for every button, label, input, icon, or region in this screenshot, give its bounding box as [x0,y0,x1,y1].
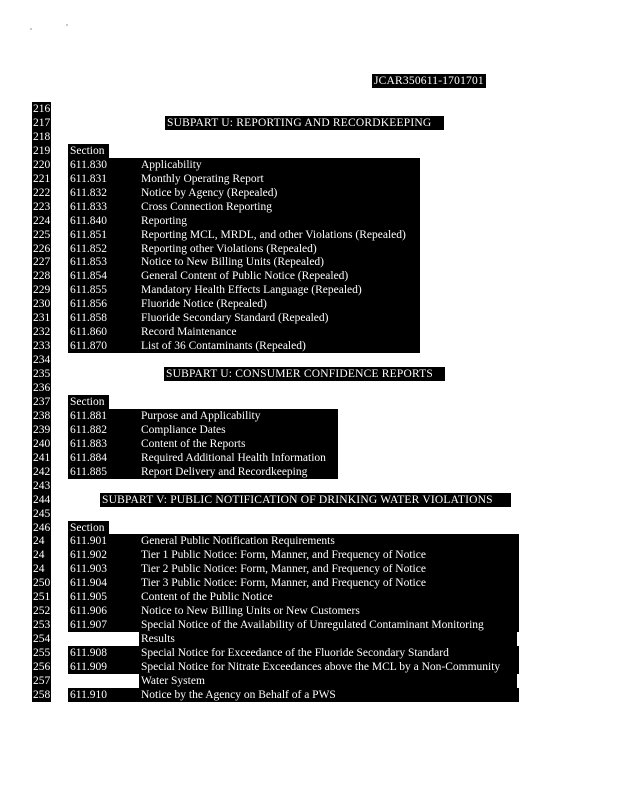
document-line [0,493,618,507]
document-line [0,534,618,548]
section-title: General Public Notification Requirements [139,534,517,548]
section-title: Cross Connection Reporting [139,200,418,214]
document-line [0,409,618,423]
line-number: 229 [33,284,51,296]
document-line [0,214,618,228]
line-number: 24 [32,534,51,548]
line-number: 257 [33,675,51,687]
section-title: Fluoride Notice (Repealed) [139,297,418,311]
section-number: 611.851 [68,228,420,242]
line-number: 219 [33,145,51,157]
line-number: 223 [33,201,51,213]
line-number: 244 [33,494,51,506]
section-number: 611.909 [68,660,519,674]
document-line [0,186,618,200]
subpart-heading: SUBPART U: REPORTING AND RECORDKEEPING [165,116,444,130]
section-title: Reporting [139,214,418,228]
section-number: 611.908 [68,646,519,660]
section-number: 611.853 [68,255,420,269]
document-line [0,353,618,367]
section-number: 611.904 [68,576,519,590]
document-line [0,479,618,493]
section-title: Tier 3 Public Notice: Form, Manner, and Frequency of Notice [139,576,517,590]
section-title: Special Notice for Nitrate Exceedances above the MCL by a Non-Community [139,660,517,674]
line-number: 226 [33,243,51,255]
line-number: 231 [33,312,51,324]
line-number: 227 [33,256,51,268]
document-line [0,632,618,646]
line-number: 24 [32,548,51,562]
line-number: 222 [33,187,51,199]
section-number: 611.860 [68,325,420,339]
line-number: 252 [33,605,51,617]
section-title: Record Maintenance [139,325,418,339]
section-title: Required Additional Health Information [139,451,336,465]
line-number: 224 [33,215,51,227]
line-number: 258 [33,689,51,701]
section-number: 611.906 [68,604,519,618]
line-number: 242 [33,466,51,478]
document-line [0,562,618,576]
document-line [0,451,618,465]
section-title: Report Delivery and Recordkeeping [139,465,336,479]
section-number: 611.885 [68,465,338,479]
line-number: 233 [33,340,51,352]
document-line [0,172,618,186]
section-title: Content of the Reports [139,437,336,451]
line-number: 234 [33,354,51,366]
document-line [0,590,618,604]
document-line [0,242,618,256]
section-number: 611.858 [68,311,420,325]
line-number: 238 [33,410,51,422]
section-title: Notice to New Billing Units (Repealed) [139,255,418,269]
line-number: 236 [33,382,51,394]
document-line [0,395,618,409]
line-number: 216 [33,103,51,115]
section-title: Monthly Operating Report [139,172,418,186]
line-number: 235 [33,368,51,380]
section-number: 611.830 [68,158,420,172]
line-number: 220 [33,159,51,171]
line-number: 253 [33,619,51,631]
section-column-header: Section [68,144,109,158]
line-number: 239 [33,424,51,436]
document-line [0,130,618,144]
section-title: Fluoride Secondary Standard (Repealed) [139,311,418,325]
section-number: 611.883 [68,437,338,451]
section-number: 611.840 [68,214,420,228]
section-number: 611.903 [68,562,519,576]
section-title: Special Notice for Exceedance of the Fluoride Secondary Standard [139,646,517,660]
document-line [0,646,618,660]
document-line [0,325,618,339]
line-number: 241 [33,452,51,464]
section-number: 611.905 [68,590,519,604]
section-title: Purpose and Applicability [139,409,336,423]
section-title: General Content of Public Notice (Repealed) [139,269,418,283]
section-title: Notice by Agency (Repealed) [139,186,418,200]
document-line [0,423,618,437]
section-number: 611.832 [68,186,420,200]
section-column-header: Section [68,521,109,535]
document-line [0,158,618,172]
document-line [0,255,618,269]
section-title-continuation: Water System [139,674,517,688]
subpart-heading: SUBPART V: PUBLIC NOTIFICATION OF DRINKING WATER VIOLATIONS [100,493,511,507]
document-line [0,465,618,479]
document-code: JCAR350611-1701701 [374,75,484,87]
line-number: 217 [33,117,51,129]
section-number: 611.901 [68,534,519,548]
section-title: List of 36 Contaminants (Repealed) [139,339,418,353]
scan-speck [30,28,32,30]
section-number: 611.882 [68,423,338,437]
document-line [0,269,618,283]
document-line [0,144,618,158]
document-line [0,507,618,521]
line-number: 232 [33,326,51,338]
document-line [0,311,618,325]
document-line [0,576,618,590]
section-number: 611.907 [68,618,519,632]
section-title: Applicability [139,158,418,172]
document-line [0,674,618,688]
document-line [0,548,618,562]
document-line [0,367,618,381]
document-line [0,297,618,311]
section-number: 611.881 [68,409,338,423]
section-title: Mandatory Health Effects Language (Repealed) [139,283,418,297]
line-number: 240 [33,438,51,450]
section-number: 611.910 [68,688,519,702]
document-line [0,116,618,130]
line-number: 245 [33,508,51,520]
line-number: 221 [33,173,51,185]
section-number: 611.833 [68,200,420,214]
section-title: Reporting other Violations (Repealed) [139,242,418,256]
line-number: 228 [33,270,51,282]
section-number: 611.854 [68,269,420,283]
section-number: 611.856 [68,297,420,311]
line-number: 255 [33,647,51,659]
section-title: Notice by the Agency on Behalf of a PWS [139,688,517,702]
line-number: 251 [33,591,51,603]
document-line [0,283,618,297]
line-number: 246 [33,522,51,534]
section-title: Tier 1 Public Notice: Form, Manner, and Frequency of Notice [139,548,517,562]
scan-speck [66,24,68,26]
line-number: 256 [33,661,51,673]
section-number: 611.902 [68,548,519,562]
section-number: 611.852 [68,242,420,256]
line-number: 24 [32,562,51,576]
line-number: 225 [33,229,51,241]
document-line [0,521,618,535]
line-number: 254 [33,633,51,645]
section-title: Notice to New Billing Units or New Customers [139,604,517,618]
document-line [0,339,618,353]
document-line [0,200,618,214]
section-title: Reporting MCL, MRDL, and other Violations (Repealed) [139,228,418,242]
section-number: 611.870 [68,339,420,353]
section-title-continuation: Results [139,632,517,646]
section-title: Special Notice of the Availability of Unregulated Contaminant Monitoring [139,618,517,632]
line-number: 218 [33,131,51,143]
document-line [0,618,618,632]
section-title: Tier 2 Public Notice: Form, Manner, and Frequency of Notice [139,562,517,576]
document-line [0,228,618,242]
subpart-heading: SUBPART U: CONSUMER CONFIDENCE REPORTS [164,367,445,381]
section-number: 611.831 [68,172,420,186]
section-title: Content of the Public Notice [139,590,517,604]
document-line [0,381,618,395]
section-number: 611.884 [68,451,338,465]
section-column-header: Section [68,395,109,409]
line-number: 230 [33,298,51,310]
document-line [0,688,618,702]
document-line [0,437,618,451]
line-number: 237 [33,396,51,408]
document-line [0,102,618,116]
line-number: 243 [33,480,51,492]
line-number: 250 [33,577,51,589]
document-line [0,660,618,674]
section-number: 611.855 [68,283,420,297]
section-title: Compliance Dates [139,423,336,437]
document-line [0,604,618,618]
